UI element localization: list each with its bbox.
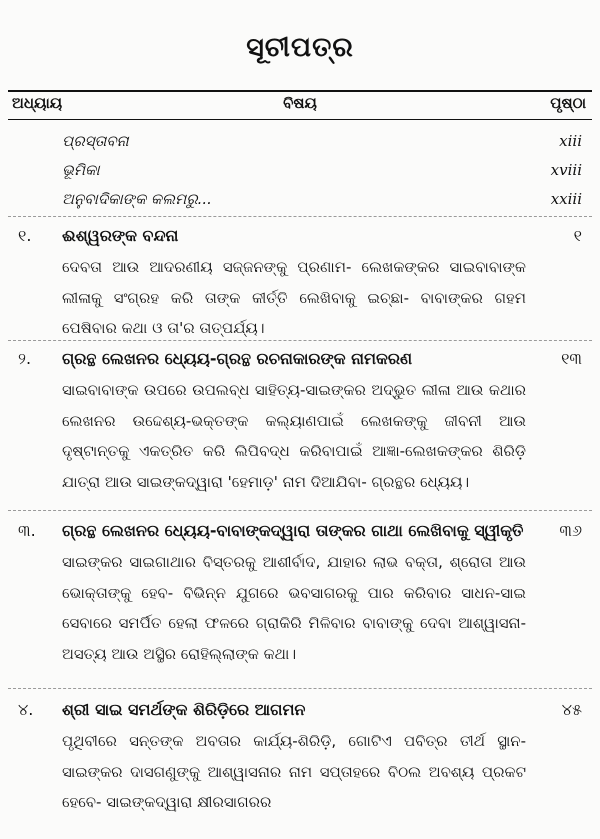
intro-page-translator-note: xxiii bbox=[550, 190, 582, 208]
page-title: ସୂଚୀପତ୍ର bbox=[246, 32, 354, 63]
header-bottom-rule bbox=[8, 119, 592, 120]
chapter-number: ୩. bbox=[18, 521, 36, 540]
chapter-number: ୪. bbox=[18, 700, 34, 719]
intro-title-preface: ପ୍ରସ୍ତାବନା bbox=[62, 132, 129, 150]
section-divider bbox=[8, 340, 592, 341]
chapter-description: ସାଇବାବାଙ୍କ ଉପରେ ଉପଲବ୍ଧ ସାହିତ୍ୟ-ସାଇଙ୍କର ଅଦ୍ଭୁତ ଲୀଳା ଆଉ କଥାର ଲେଖନର ଉଦ୍ଦେଶ୍ୟ-ଭକ୍ତଙ୍କ କଲ୍ୟାଣପାଇଁ ଲେଖକଙ୍କୁ ଜୀବନୀ ଆଉ ଦୃଷ୍ଟାନ୍ତକୁ ଏକତ୍ରିତ କରି ଲିପିବଦ୍ଧ କରିବାପାଇଁ ଆଜ୍ଞା-ଲେଖକଙ୍କର ଶିରିଡ଼ି ଯାତ୍ରା ଆଉ ସାଇଙ୍କଦ୍ୱାରା 'ହେମାଡ଼' ନାମ ଦିଆଯିବା- ଗ୍ରନ୍ଥର ଧ୍ୟେୟ। bbox=[62, 381, 526, 491]
chapter-number: ୨. bbox=[18, 349, 32, 368]
header-page-label: ପୃଷ୍ଠା bbox=[550, 94, 586, 112]
chapter-title: ଈଶ୍ୱରଙ୍କ ବନ୍ଦନା bbox=[62, 226, 179, 245]
section-divider bbox=[8, 510, 592, 511]
section-divider bbox=[8, 688, 592, 689]
intro-title-introduction: ଭୂମିକା bbox=[62, 161, 100, 179]
chapter-description: ସାଇଙ୍କର ସାଇଗାଥାର ବିସ୍ତରକୁ ଆଶୀର୍ବାଦ, ଯାହାର ଲାଭ ବକ୍ତା, ଶ୍ରୋତା ଆଉ ଭୋକ୍ତାଙ୍କୁ ହେବ- ବିଭିନ୍ନ ଯୁଗରେ ଭବସାଗରକୁ ପାର କରିବାର ସାଧନ-ସାଇ ସେବାରେ ସମର୍ପିତ ହେଲା ଫଳରେ ଗ୍ରାକିରି ମିଳିବାର ବାବାଙ୍କୁ ଦେବା ଆଶ୍ୱାସନା-ଅସତ୍ୟ ଆଉ ଅସ୍ଥିର ରୋହିଲ୍ଲାଙ୍କ କଥା। bbox=[62, 553, 526, 663]
header-chapter-label: ଅଧ୍ୟାୟ bbox=[12, 94, 63, 112]
intro-page-preface: xiii bbox=[559, 132, 582, 150]
chapter-page: ୪୫ bbox=[561, 700, 582, 719]
section-divider bbox=[8, 216, 592, 217]
intro-title-translator-note: ଅନୁବାଦିକାଙ୍କ କଲମରୁ... bbox=[62, 190, 212, 208]
chapter-page: ୧ bbox=[573, 226, 582, 245]
chapter-number: ୧. bbox=[18, 226, 32, 245]
chapter-page: ୩୬ bbox=[559, 521, 582, 540]
chapter-page: ୧୩ bbox=[561, 349, 582, 368]
chapter-title: ଗ୍ରନ୍ଥ ଲେଖନର ଧ୍ୟେୟ-ବାବାଙ୍କଦ୍ୱାରା ତାଙ୍କର ଗାଥା ଲେଖିବାକୁ ସ୍ୱୀକୃତି bbox=[62, 521, 524, 540]
chapter-description: ପୃଥିବୀରେ ସନ୍ତଙ୍କ ଅବତାର କାର୍ଯ୍ୟ-ଶିରିଡ଼ି, ଗୋଟିଏ ପବିତ୍ର ତୀର୍ଥ ସ୍ଥାନ- ସାଇଙ୍କର ଦାସଗଣୁଙ୍କୁ ଆଶ୍ୱାସନାର ନାମ ସପ୍ତାହରେ ବିଠଲ ଅବଶ୍ୟ ପ୍ରକଟ ହେବେ- ସାଇଙ୍କଦ୍ୱାରା କ୍ଷୀରସାଗରର bbox=[62, 732, 526, 811]
header-top-rule bbox=[8, 90, 592, 92]
header-subject-label: ବିଷୟ bbox=[283, 94, 317, 112]
chapter-description: ଦେବତା ଆଉ ଆଦରଣୀୟ ସଜ୍ଜନଙ୍କୁ ପ୍ରଣାମ- ଲେଖକଙ୍କର ସାଇବାବାଙ୍କ ଲୀଳାକୁ ସଂଗ୍ରହ କରି ତାଙ୍କ କୀର୍ତ୍ତି ଲେଖିବାକୁ ଇଚ୍ଛା- ବାବାଙ୍କର ଗହମ ପେଷିବାର କଥା ଓ ତା'ର ତାତ୍ପର୍ଯ୍ୟ। bbox=[62, 258, 526, 337]
intro-page-introduction: xviii bbox=[550, 161, 582, 179]
chapter-title: ଗ୍ରନ୍ଥ ଲେଖନର ଧ୍ୟେୟ-ଗ୍ରନ୍ଥ ରଚନାକାରଙ୍କ ନାମକରଣ bbox=[62, 349, 413, 368]
chapter-title: ଶ୍ରୀ ସାଇ ସମର୍ଥଙ୍କ ଶିରିଡ଼ିରେ ଆଗମନ bbox=[62, 700, 306, 719]
